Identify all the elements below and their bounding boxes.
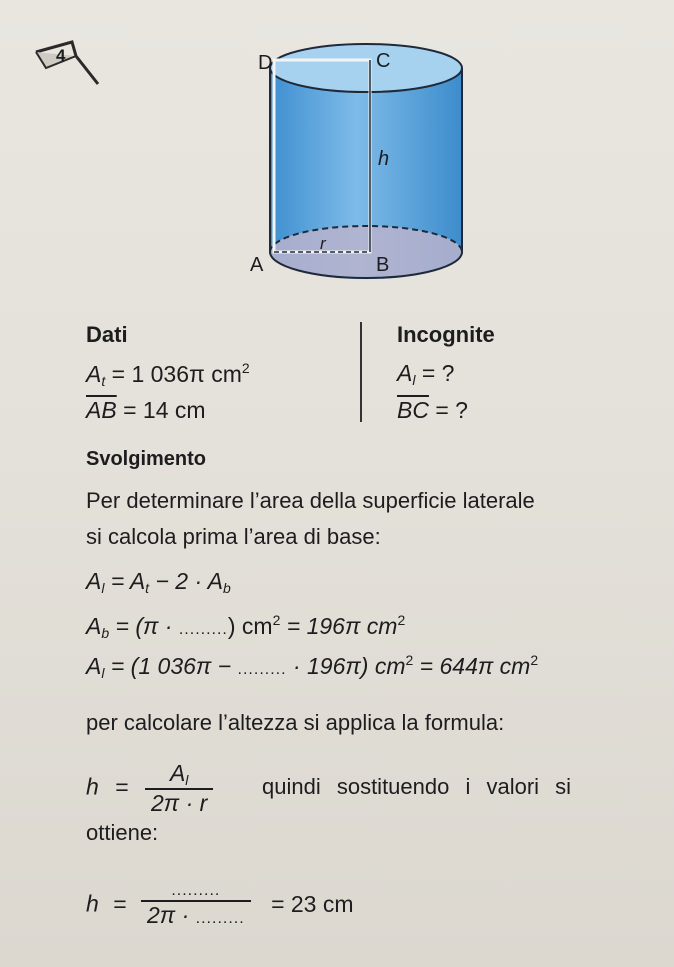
equals: = <box>115 773 129 800</box>
text: ) cm <box>227 613 273 639</box>
incognite-title: Incognite <box>397 322 495 347</box>
sup-2: 2 <box>241 360 250 376</box>
sub: l <box>101 580 105 596</box>
fraction <box>141 882 251 929</box>
var-h: h <box>86 773 99 800</box>
sub: t <box>145 580 150 596</box>
cylinder-drawing <box>230 40 480 300</box>
var: A <box>169 760 186 786</box>
equals: = <box>113 890 127 917</box>
var-a: A <box>397 360 413 386</box>
column-divider <box>360 322 362 422</box>
sup: 2 <box>530 652 539 668</box>
sub: l <box>185 772 189 788</box>
fraction <box>145 760 213 817</box>
text: − 2 · A <box>149 568 223 594</box>
dati-line-2 <box>86 397 206 424</box>
sub: l <box>101 665 105 681</box>
sup: 2 <box>272 612 281 628</box>
formula-2 <box>86 612 405 641</box>
label-c: C <box>376 50 391 72</box>
var: A <box>86 653 102 679</box>
exercise-number: 4 <box>56 46 66 65</box>
text: 2π · <box>147 902 196 928</box>
blank-dots[interactable]: ......... <box>237 661 287 678</box>
numerator-blank[interactable]: ......... <box>141 882 251 902</box>
sub-l: l <box>412 372 416 388</box>
var-bc: $\overline{BC}$ <box>397 397 429 423</box>
cylinder-figure <box>230 40 480 300</box>
formula-3 <box>86 652 538 681</box>
height-instruction: per calcolare l’altezza si applica la formula: <box>86 710 505 735</box>
var: A <box>86 613 102 639</box>
denominator <box>141 902 251 929</box>
svolgimento-title: Svolgimento <box>86 448 207 470</box>
label-d: D <box>258 52 273 74</box>
text: = (π · <box>109 613 179 639</box>
pencil-badge-icon <box>32 38 102 86</box>
formula-5 <box>86 882 354 929</box>
text: · 196π) cm <box>286 653 406 679</box>
quindi-text: quindi sostituendo i valori si <box>262 774 572 799</box>
label-r: r <box>320 234 326 253</box>
eq-value: = ? <box>415 360 455 386</box>
text: = 644π cm <box>413 653 531 679</box>
label-b: B <box>376 254 390 276</box>
intro-line-2: si calcola prima l’area di base: <box>86 524 381 549</box>
numerator <box>145 760 213 790</box>
var-ab: $\overline{AB}$ <box>86 397 117 423</box>
formula-4 <box>86 760 213 817</box>
var-a: A <box>86 361 102 387</box>
sup: 2 <box>397 612 406 628</box>
sup: 2 <box>405 652 414 668</box>
dati-line-1 <box>86 360 250 389</box>
dati-title: Dati <box>86 322 128 347</box>
formula-1 <box>86 568 231 596</box>
denominator-blank[interactable]: ......... <box>195 910 245 927</box>
sub: b <box>101 625 110 641</box>
denominator: 2π · r <box>151 790 208 816</box>
exercise-number-badge <box>32 38 102 86</box>
incognite-line-1 <box>397 360 454 388</box>
eq-value: = 14 cm <box>116 397 206 423</box>
result: = 23 cm <box>271 890 354 917</box>
label-h: h <box>378 148 390 170</box>
incognite-line-2 <box>397 397 468 424</box>
text: = 196π cm <box>280 613 398 639</box>
text: = A <box>104 568 146 594</box>
eq-value: = ? <box>428 397 468 423</box>
intro-line-1: Per determinare l’area della superficie laterale <box>86 488 535 513</box>
var-h: h <box>86 890 99 917</box>
eq-value: = 1 036π cm <box>105 361 242 387</box>
blank-dots[interactable]: ......... <box>178 621 228 638</box>
sub-t: t <box>101 373 106 389</box>
text: = (1 036π − <box>104 653 238 679</box>
label-a: A <box>250 254 264 276</box>
sub: b <box>223 580 231 596</box>
var: A <box>86 568 102 594</box>
ottiene-text: ottiene: <box>86 820 159 845</box>
